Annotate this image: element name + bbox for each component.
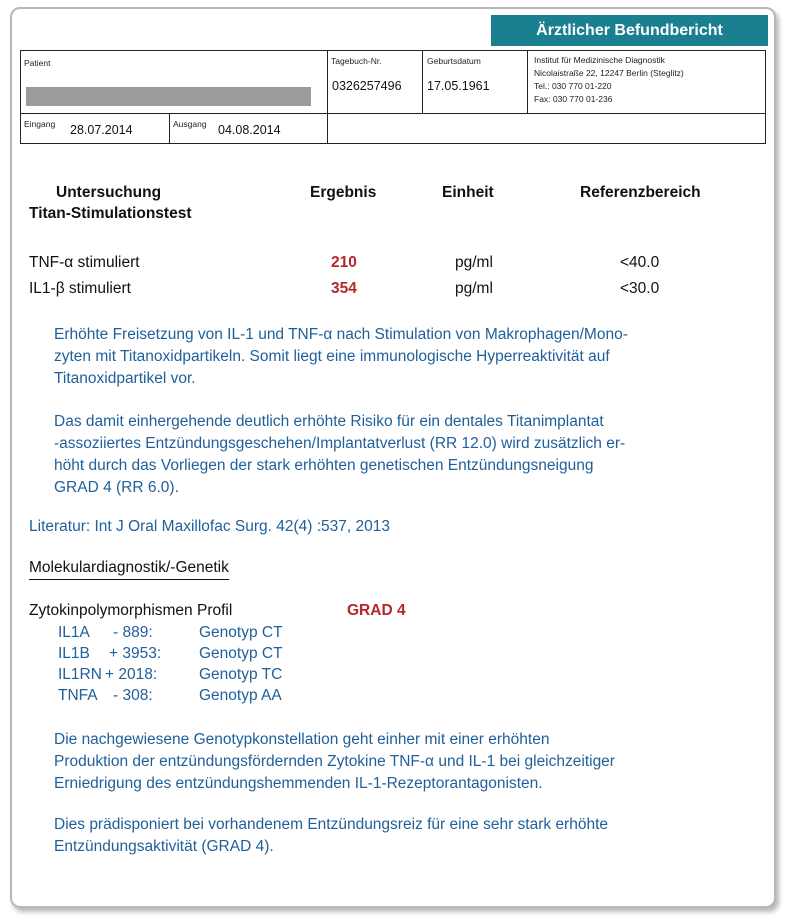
tagebuch-label: Tagebuch-Nr. <box>331 56 382 66</box>
eingang-value: 28.07.2014 <box>70 123 133 137</box>
divider <box>21 113 765 114</box>
patient-name-redacted <box>26 87 311 106</box>
text-line: Erniedrigung des entzündungshemmenden IL-1-Rezeptorantagonisten. <box>54 775 543 792</box>
divider <box>527 51 528 113</box>
col-ergebnis: Ergebnis <box>310 184 377 201</box>
interpretation-paragraph-4 <box>54 814 608 858</box>
divider <box>169 113 170 143</box>
interpretation-paragraph-1 <box>54 324 628 390</box>
literature-reference: Literatur: Int J Oral Maxillofac Surg. 42(4) :537, 2013 <box>29 518 390 535</box>
result-row-value: 354 <box>331 280 357 297</box>
profile-name: Zytokinpolymorphismen Profil <box>29 602 233 619</box>
result-row-value: 210 <box>331 254 357 271</box>
patient-label: Patient <box>24 58 51 68</box>
interpretation-paragraph-2 <box>54 411 625 499</box>
gene-genotype: Genotyp TC <box>199 666 283 683</box>
col-untersuchung: Untersuchung <box>56 184 162 201</box>
text-line: Die nachgewiesene Genotypkonstellation geht einher mit einer erhöhten <box>54 731 550 748</box>
gene-position: - 889: <box>113 624 153 641</box>
col-referenz: Referenzbereich <box>580 184 701 201</box>
gene-position: + 3953: <box>109 645 162 662</box>
gene-genotype: Genotyp CT <box>199 645 283 662</box>
institute-address: Nicolaistraße 22, 12247 Berlin (Steglitz) <box>534 68 684 78</box>
interpretation-paragraph-3 <box>54 729 615 795</box>
text-line: höht durch das Vorliegen der stark erhöhten genetischen Entzündungsneigung <box>54 457 594 474</box>
gene-position: + 2018: <box>105 666 158 683</box>
test-name: Titan-Stimulationstest <box>29 205 192 222</box>
tagebuch-value: 0326257496 <box>332 79 402 93</box>
section-title-genetics: Molekulardiagnostik/-Genetik <box>29 559 229 580</box>
gene-name: IL1B <box>58 645 90 662</box>
header-table <box>20 50 766 144</box>
text-line: Produktion der entzündungsfördernden Zytokine TNF-α und IL-1 bei gleichzeitiger <box>54 753 615 770</box>
col-einheit: Einheit <box>442 184 494 201</box>
report-title: Ärztlicher Befundbericht <box>491 15 768 46</box>
gene-genotype: Genotyp AA <box>199 687 282 704</box>
text-line: Das damit einhergehende deutlich erhöhte Risiko für ein dentales Titanimplantat <box>54 413 604 430</box>
divider <box>327 51 328 113</box>
result-row-reference: <30.0 <box>620 280 660 297</box>
text-line: Erhöhte Freisetzung von IL-1 und TNF-α nach Stimulation von Makrophagen/Mono- <box>54 326 628 343</box>
geburtsdatum-label: Geburtsdatum <box>427 56 481 66</box>
divider <box>422 51 423 113</box>
text-line: -assoziiertes Entzündungsgeschehen/Implantatverlust (RR 12.0) wird zusätzlich er- <box>54 435 626 452</box>
text-line: Dies prädisponiert bei vorhandenem Entzündungsreiz für eine sehr stark erhöhte <box>54 816 609 833</box>
gene-name: IL1RN <box>58 666 102 683</box>
text-line: Entzündungsaktivität (GRAD 4). <box>54 838 274 855</box>
result-row-name: IL1-β stimuliert <box>29 280 131 297</box>
eingang-label: Eingang <box>24 119 56 129</box>
result-row-unit: pg/ml <box>455 280 493 297</box>
ausgang-label: Ausgang <box>173 119 207 129</box>
institute-phone: Tel.: 030 770 01-220 <box>534 81 612 91</box>
institute-info <box>534 54 684 106</box>
result-row-name: TNF-α stimuliert <box>29 254 140 271</box>
result-row-reference: <40.0 <box>620 254 660 271</box>
geburtsdatum-value: 17.05.1961 <box>427 79 490 93</box>
divider <box>327 113 328 143</box>
institute-name: Institut für Medizinische Diagnostik <box>534 55 665 65</box>
text-line: Titanoxidpartikel vor. <box>54 370 196 387</box>
gene-name: TNFA <box>58 687 98 704</box>
result-row-unit: pg/ml <box>455 254 493 271</box>
text-line: GRAD 4 (RR 6.0). <box>54 479 179 496</box>
text-line: zyten mit Titanoxidpartikeln. Somit liegt eine immunologische Hyperreaktivität auf <box>54 348 610 365</box>
profile-grade: GRAD 4 <box>347 602 406 619</box>
gene-position: - 308: <box>113 687 153 704</box>
gene-name: IL1A <box>58 624 90 641</box>
gene-genotype: Genotyp CT <box>199 624 283 641</box>
ausgang-value: 04.08.2014 <box>218 123 281 137</box>
institute-fax: Fax: 030 770 01-236 <box>534 94 613 104</box>
